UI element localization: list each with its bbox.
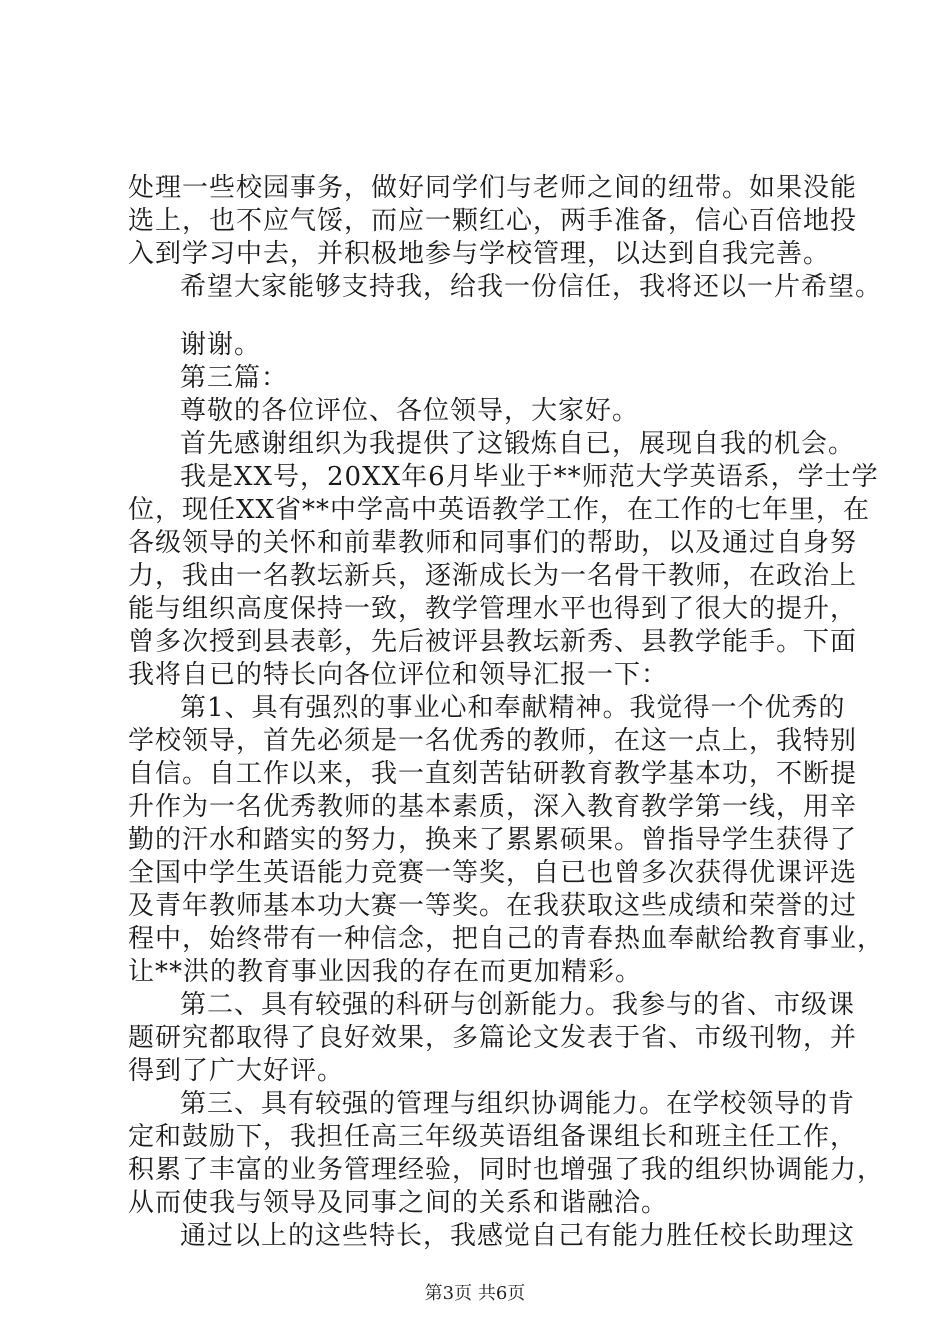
page-number-footer: 第3页 共6页 <box>424 1283 526 1304</box>
text-line: 勤的汗水和踏实的努力，换来了累累硕果。曾指导学生获得了 <box>128 825 858 855</box>
text-line: 通过以上的这些特长，我感觉自己有能力胜任校长助理这 <box>180 1221 856 1251</box>
text-line: 升作为一名优秀教师的基本素质，深入教育教学第一线，用辛 <box>128 792 858 822</box>
text-line: 第二、具有较强的科研与创新能力。我参与的省、市级课 <box>180 990 856 1020</box>
text-line: 得到了广大好评。 <box>128 1056 345 1086</box>
text-line: 第三、具有较强的管理与组织协调能力。在学校领导的肯 <box>180 1089 856 1119</box>
text-line: 各级领导的关怀和前辈教师和同事们的帮助，以及通过自身努 <box>128 528 858 558</box>
text-line: 处理一些校园事务，做好同学们与老师之间的纽带。如果没能 <box>128 173 858 203</box>
text-line: 希望大家能够支持我，给我一份信任，我将还以一片希望。 <box>180 272 883 302</box>
text-line: 我将自已的特长向各位评位和领导汇报一下： <box>128 660 669 690</box>
text-line: 位，现任XX省**中学高中英语教学工作，在工作的七年里，在 <box>128 495 871 525</box>
text-line: 积累了丰富的业务管理经验，同时也增强了我的组织协调能力， <box>128 1155 885 1185</box>
text-line: 定和鼓励下，我担任高三年级英语组备课组长和班主任工作， <box>128 1122 858 1152</box>
text-line: 题研究都取得了良好效果，多篇论文发表于省、市级刊物，并 <box>128 1023 858 1053</box>
text-line: 力，我由一名教坛新兵，逐渐成长为一名骨干教师，在政治上 <box>128 561 858 591</box>
text-line: 从而使我与领导及同事之间的关系和谐融洽。 <box>128 1188 669 1218</box>
text-line: 能与组织高度保持一致，教学管理水平也得到了很大的提升， <box>128 594 858 624</box>
text-line: 及青年教师基本功大赛一等奖。在我获取这些成绩和荣誉的过 <box>128 891 858 921</box>
text-line: 第1、具有强烈的事业心和奉献精神。我觉得一个优秀的 <box>180 693 846 723</box>
text-line: 程中，始终带有一种信念，把自己的青春热血奉献给教育事业， <box>128 924 885 954</box>
text-line: 让**洪的教育事业因我的存在而更加精彩。 <box>128 957 643 987</box>
text-line: 首先感谢组织为我提供了这锻炼自已，展现自我的机会。 <box>180 429 856 459</box>
text-line: 学校领导，首先必须是一名优秀的教师，在这一点上，我特别 <box>128 726 858 756</box>
section-heading: 第三篇： <box>180 363 289 393</box>
text-line: 谢谢。 <box>180 330 262 360</box>
text-line: 我是XX号，20XX年6月毕业于**师范大学英语系，学士学 <box>180 462 879 492</box>
text-line: 选上，也不应气馁，而应一颗红心，两手准备，信心百倍地投 <box>128 206 858 236</box>
text-line: 尊敬的各位评位、各位领导，大家好。 <box>180 396 640 426</box>
text-line: 入到学习中去，并积极地参与学校管理，以达到自我完善。 <box>128 239 831 269</box>
text-line: 曾多次授到县表彰，先后被评县教坛新秀、县教学能手。下面 <box>128 627 858 657</box>
text-line: 自信。自工作以来，我一直刻苦钻研教育教学基本功，不断提 <box>128 759 858 789</box>
text-line: 全国中学生英语能力竞赛一等奖，自已也曾多次获得优课评选 <box>128 858 858 888</box>
